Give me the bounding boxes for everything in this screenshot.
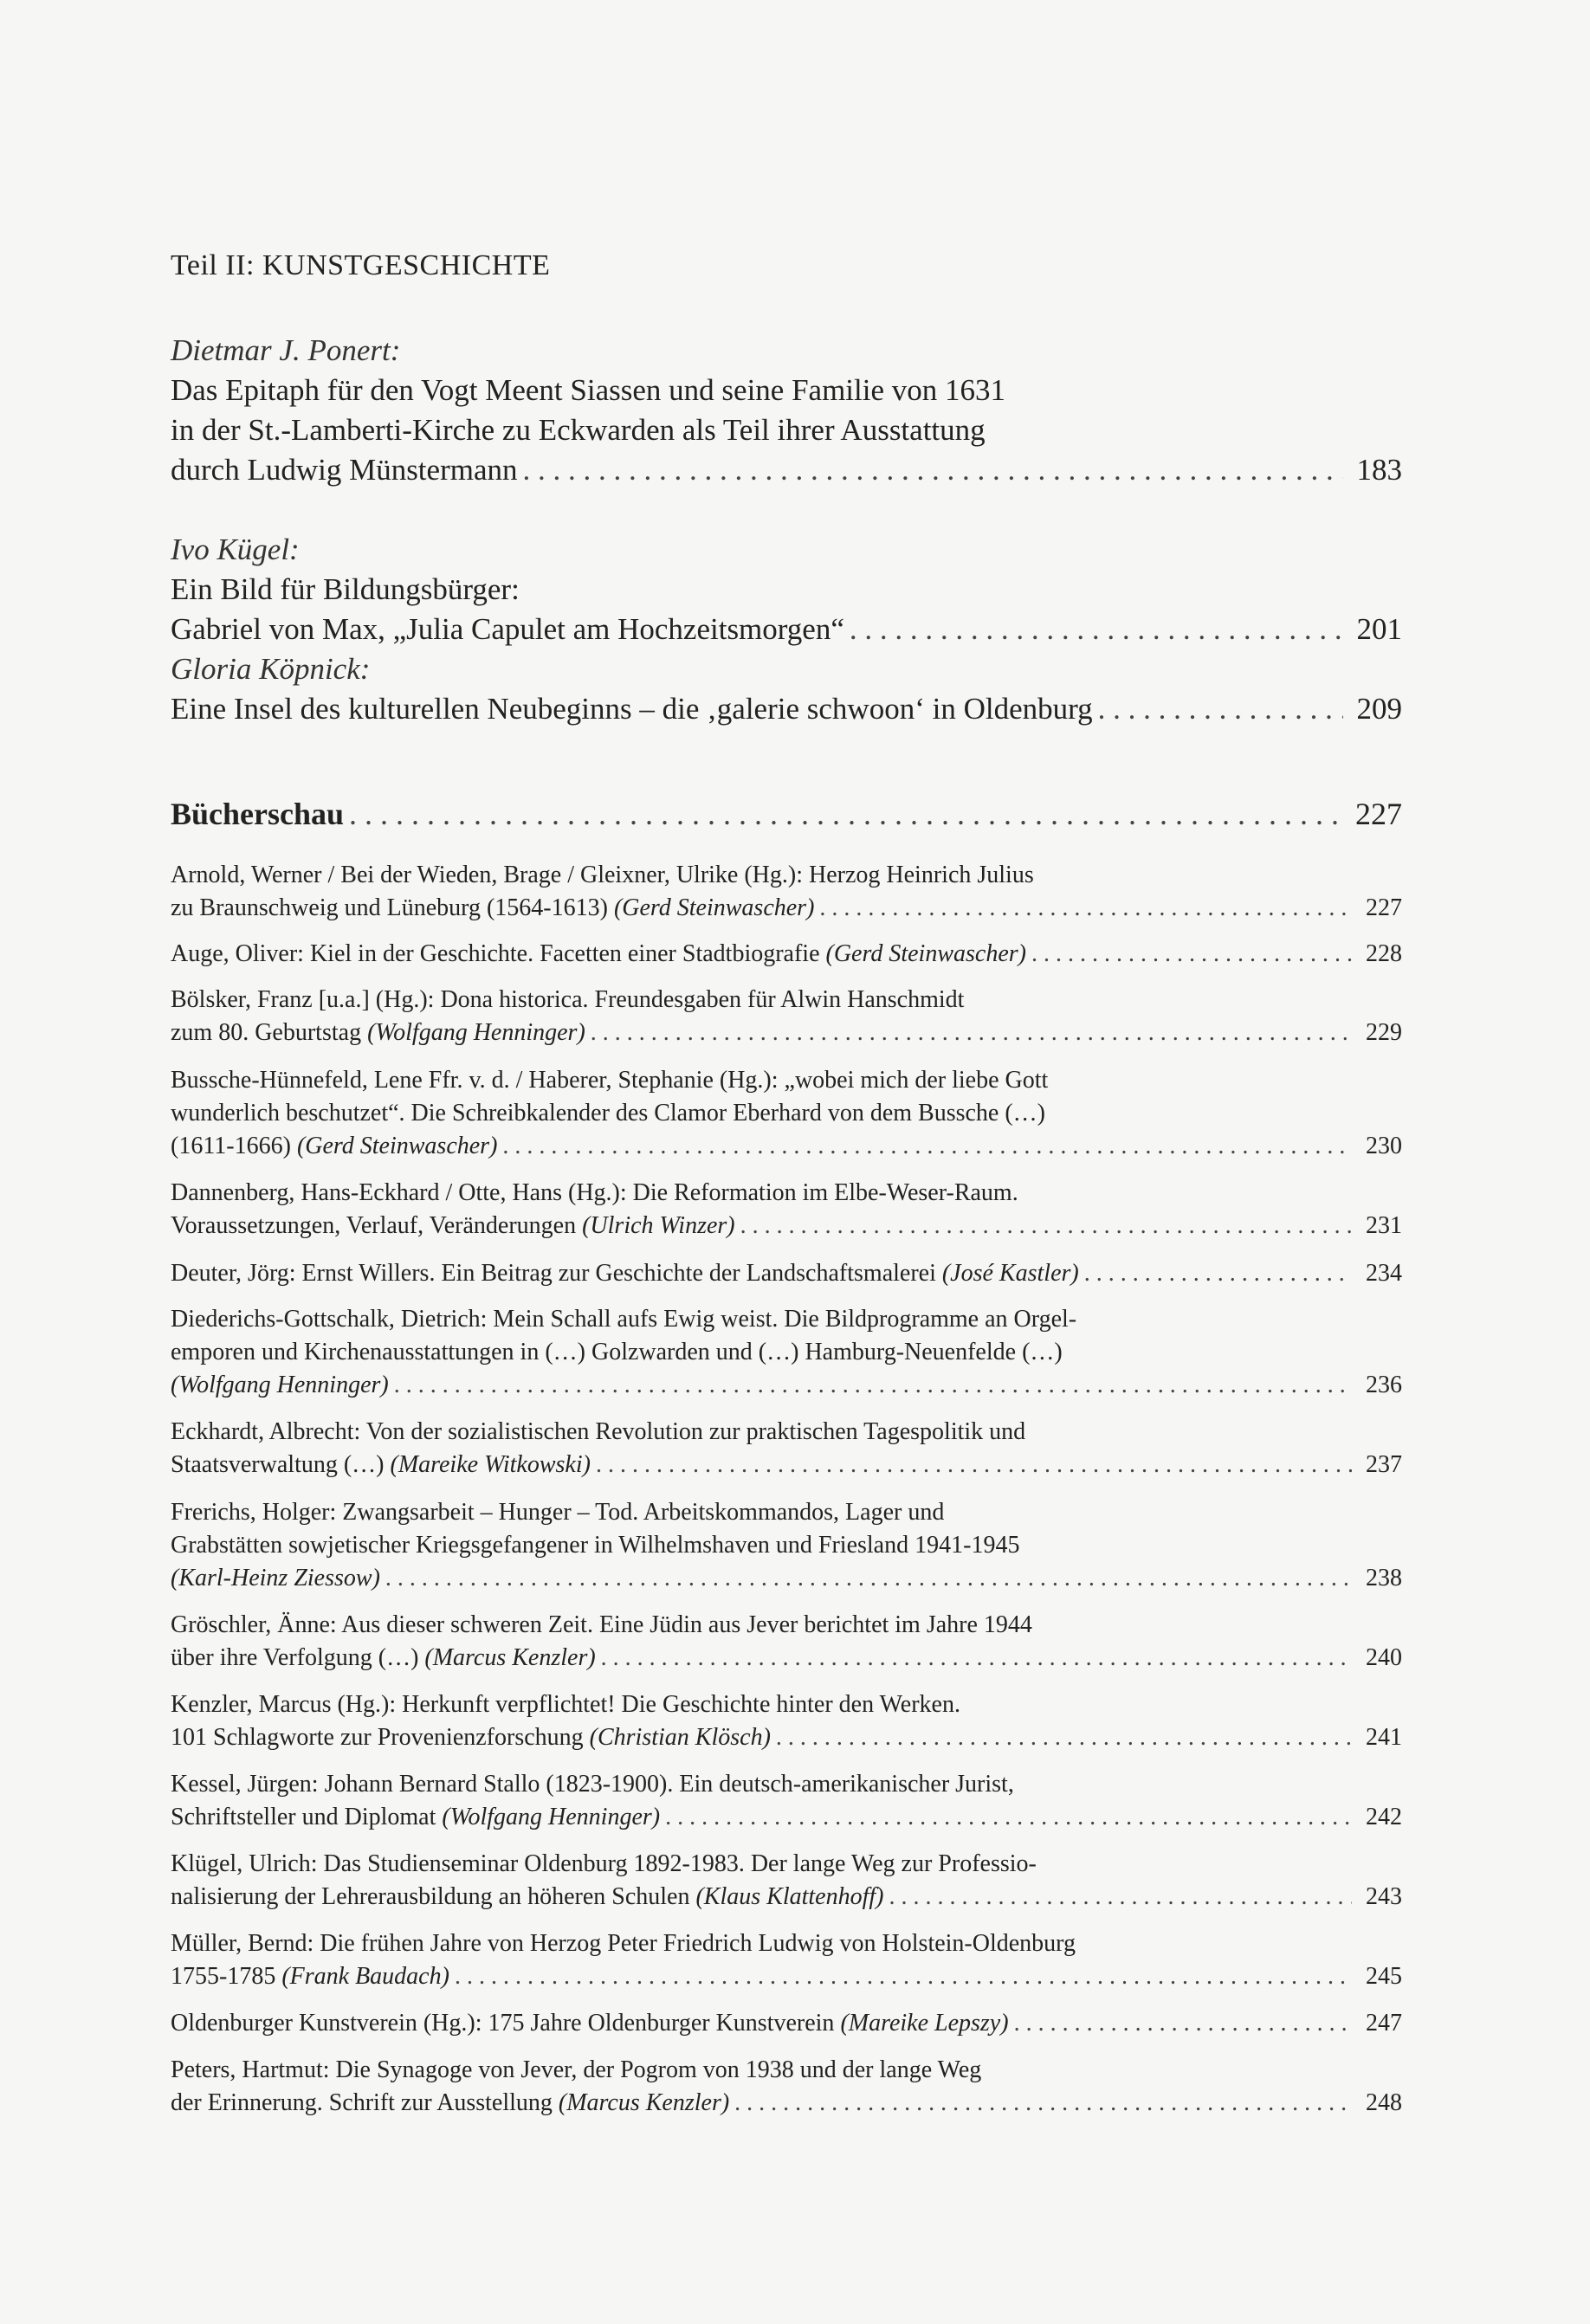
dot-leader [819,892,1352,925]
review-entry [171,1416,1402,1482]
page-number: 248 [1366,2089,1402,2116]
review-line: 101 Schlagworte zur Provenienzforschung [171,1724,584,1751]
page-number: 201 [1356,612,1402,646]
review-line: Schriftsteller und Diplomat [171,1804,436,1830]
reviewer: (Wolfgang Henninger) [442,1804,661,1830]
review-last-line [171,2007,1402,2040]
dot-leader [394,1369,1352,1402]
review-last-line [171,1257,1402,1290]
dot-leader [776,1721,1352,1754]
review-line: Diederichs-Gottschalk, Dietrich: Mein Schall aufs Ewig weist. Die Bildprogramme an Orgel- [171,1306,1077,1333]
review-entry [171,1064,1402,1163]
review-entry [171,1768,1402,1834]
review-line: Staatsverwaltung (…) [171,1451,385,1478]
entry-title-line: Eine Insel des kulturellen Neubeginns – die ‚galerie schwoon‘ in Oldenburg [171,692,1093,726]
entry-title-line: Gabriel von Max, „Julia Capulet am Hochzeitsmorgen“ [171,612,844,646]
page-number: 234 [1366,1260,1402,1287]
review-entry [171,1303,1402,1402]
review-last-line [171,892,1402,925]
entry-title-line: Ein Bild für Bildungsbürger: [171,572,520,606]
page-number: 228 [1366,940,1402,967]
entry-title-line: in der St.-Lamberti-Kirche zu Eckwarden als Teil ihrer Ausstattung [171,413,986,447]
page-number: 242 [1366,1804,1402,1830]
review-last-line [171,1801,1402,1834]
review-line: Grabstätten sowjetischer Kriegsgefangener in Wilhelmshaven und Friesland 1941-1945 [171,1532,1020,1559]
review-line: Deuter, Jörg: Ernst Willers. Ein Beitrag zur Geschichte der Landschaftsmalerei [171,1260,936,1287]
reviewer: (Gerd Steinwascher) [825,940,1026,967]
review-line: Kenzler, Marcus (Hg.): Herkunft verpflichtet! Die Geschichte hinter den Werken. [171,1691,960,1718]
entry-title-line: durch Ludwig Münstermann [171,453,518,487]
page-number: 227 [1355,797,1402,831]
review-last-line [171,1449,1402,1482]
dot-leader [740,1210,1352,1243]
dot-leader [1031,938,1352,971]
review-last-line [171,1210,1402,1243]
dot-leader [734,2087,1352,2120]
page-number: 236 [1366,1372,1402,1398]
section-title: Bücherschau [171,797,345,831]
dot-leader [596,1449,1352,1482]
toc-entry [171,649,1402,729]
dot-leader [385,1562,1352,1595]
page-number: 230 [1366,1133,1402,1159]
review-line: Bölsker, Franz [u.a.] (Hg.): Dona historica. Freundesgaben für Alwin Hanschmidt [171,986,965,1013]
dot-leader [1098,689,1343,729]
reviewer: (Wolfgang Henninger) [367,1019,585,1046]
reviewer: (Ulrich Winzer) [582,1212,735,1239]
reviewer: (Klaus Klattenhoff) [695,1883,884,1910]
review-entry [171,1927,1402,1993]
review-line: Arnold, Werner / Bei der Wieden, Brage / Gleixner, Ulrike (Hg.): Herzog Heinrich Julius [171,862,1034,888]
review-entry [171,1848,1402,1914]
review-last-line [171,1642,1402,1675]
toc-page [171,0,1402,2324]
review-entry [171,1496,1402,1595]
reviewer: (Marcus Kenzler) [558,2089,730,2116]
page-number: 229 [1366,1019,1402,1046]
dot-leader [665,1801,1352,1834]
reviewer: (Wolfgang Henninger) [171,1372,389,1398]
page-number: 183 [1356,453,1402,487]
review-line: Voraussetzungen, Verlauf, Veränderungen [171,1212,577,1239]
review-line: Auge, Oliver: Kiel in der Geschichte. Facetten einer Stadtbiografie [171,940,820,967]
review-last-line [171,1721,1402,1754]
reviewer: (José Kastler) [941,1260,1079,1287]
review-line: Bussche-Hünnefeld, Lene Ffr. v. d. / Haberer, Stephanie (Hg.): „wobei mich der liebe Gott [171,1067,1049,1094]
review-entry [171,859,1402,925]
review-line: Oldenburger Kunstverein (Hg.): 175 Jahre Oldenburger Kunstverein [171,2010,835,2037]
dot-leader [1084,1257,1352,1290]
page-number: 238 [1366,1565,1402,1591]
entry-last-line [171,610,1402,649]
dot-leader [601,1642,1352,1675]
toc-entry [171,331,1402,490]
dot-leader [522,450,1343,490]
dot-leader [591,1017,1352,1049]
reviewer: (Christian Klösch) [589,1724,771,1751]
review-entry [171,1177,1402,1243]
page-number: 243 [1366,1883,1402,1910]
review-line: der Erinnerung. Schrift zur Ausstellung [171,2089,553,2116]
entry-last-line [171,450,1402,490]
section-heading [171,793,1402,835]
review-last-line [171,938,1402,971]
review-line: 1755-1785 [171,1963,276,1990]
review-line: Müller, Bernd: Die frühen Jahre von Herzog Peter Friedrich Ludwig von Holstein-Oldenburg [171,1930,1076,1957]
review-line: Klügel, Ulrich: Das Studienseminar Oldenburg 1892-1983. Der lange Weg zur Professio- [171,1850,1037,1877]
review-entry [171,1688,1402,1754]
dot-leader [850,610,1343,649]
review-line: zu Braunschweig und Lüneburg (1564-1613) [171,894,608,921]
review-line: Gröschler, Änne: Aus dieser schweren Zeit. Eine Jüdin aus Jever berichtet im Jahre 1944 [171,1611,1032,1638]
reviewer: (Karl-Heinz Ziessow) [171,1565,380,1591]
review-last-line [171,1562,1402,1595]
toc-entry [171,530,1402,649]
page-number: 241 [1366,1724,1402,1751]
review-line: nalisierung der Lehrerausbildung an höheren Schulen [171,1883,690,1910]
review-line: emporen und Kirchenausstattungen in (…) Golzwarden und (…) Hamburg-Neuenfelde (…) [171,1339,1063,1365]
page-number: 227 [1366,894,1402,921]
dot-leader [502,1130,1352,1163]
page-number: 247 [1366,2010,1402,2037]
review-line: über ihre Verfolgung (…) [171,1644,419,1671]
dot-leader [349,793,1343,835]
review-line: Kessel, Jürgen: Johann Bernard Stallo (1823-1900). Ein deutsch-amerikanischer Jurist, [171,1771,1014,1798]
review-entry [171,984,1402,1049]
review-last-line [171,1881,1402,1914]
dot-leader [1014,2007,1352,2040]
review-entry [171,938,1402,971]
review-entry [171,2007,1402,2040]
reviewer: (Mareike Lepszy) [840,2010,1009,2037]
page-number: 245 [1366,1963,1402,1990]
review-entry [171,1609,1402,1675]
reviewer: (Frank Baudach) [281,1963,449,1990]
dot-leader [889,1881,1352,1914]
dot-leader [455,1960,1352,1993]
review-entry [171,1257,1402,1290]
review-last-line [171,1130,1402,1163]
review-entry [171,2054,1402,2120]
review-last-line [171,1017,1402,1049]
review-line: (1611-1666) [171,1133,291,1159]
review-line: zum 80. Geburtstag [171,1019,362,1046]
entry-author: Ivo Kügel: [171,533,300,566]
reviewer: (Gerd Steinwascher) [296,1133,498,1159]
entry-author: Gloria Köpnick: [171,652,371,686]
review-line: Eckhardt, Albrecht: Von der sozialistischen Revolution zur praktischen Tagespolitik und [171,1418,1026,1445]
reviewer: (Marcus Kenzler) [424,1644,596,1671]
page-number: 237 [1366,1451,1402,1478]
page-number: 231 [1366,1212,1402,1239]
entry-author: Dietmar J. Ponert: [171,333,401,367]
page-number: 240 [1366,1644,1402,1671]
reviewer: (Mareike Witkowski) [390,1451,591,1478]
entry-title-line: Das Epitaph für den Vogt Meent Siassen und seine Familie von 1631 [171,373,1006,407]
review-last-line [171,2087,1402,2120]
review-line: wunderlich beschutzet“. Die Schreibkalender des Clamor Eberhard von dem Bussche (…) [171,1100,1045,1126]
review-last-line [171,1960,1402,1993]
reviewer: (Gerd Steinwascher) [613,894,815,921]
review-line: Peters, Hartmut: Die Synagoge von Jever, der Pogrom von 1938 und der lange Weg [171,2056,982,2083]
part-title: Teil II: KUNSTGESCHICHTE [171,249,551,281]
review-line: Dannenberg, Hans-Eckhard / Otte, Hans (Hg.): Die Reformation im Elbe-Weser-Raum. [171,1179,1018,1206]
entry-last-line [171,689,1402,729]
review-line: Frerichs, Holger: Zwangsarbeit – Hunger – Tod. Arbeitskommandos, Lager und [171,1499,945,1526]
review-last-line [171,1369,1402,1402]
page-number: 209 [1356,692,1402,726]
